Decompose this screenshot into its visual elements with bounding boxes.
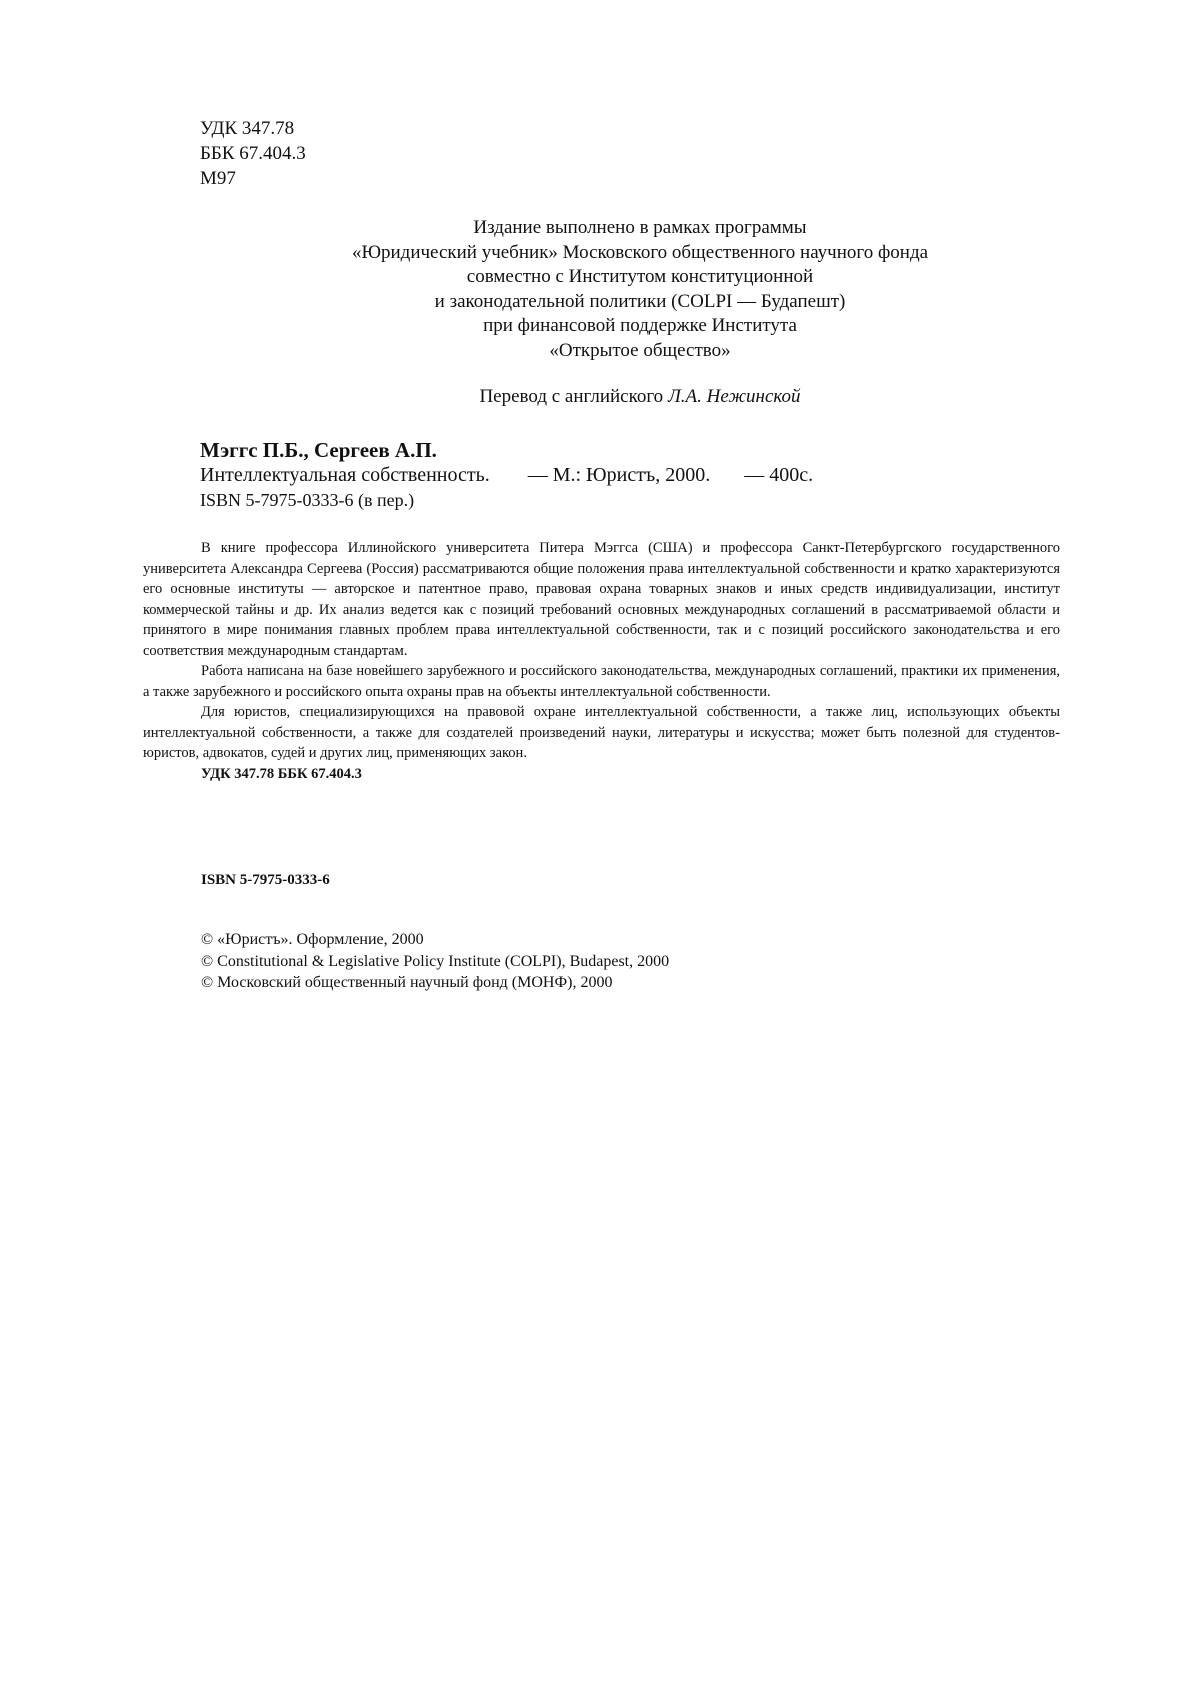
abstract-paragraph: Для юристов, специализирующихся на правовой охране интеллектуальной собственности, а также лиц, использующих объекты интеллектуальной собственности, а также для создателей произведений науки, литературы и искусства; может быть полезной для студентов-юристов, адвокатов, судей и других лиц, применяющих закон. [143,704,1060,761]
bibliographic-record [200,438,813,513]
abstract-classification: УДК 347.78 ББК 67.404.3 [201,765,362,782]
copyright-notices [201,929,669,994]
program-note-line: «Открытое общество» [549,339,731,361]
program-note-line: совместно с Институтом конституционной [466,266,814,287]
program-note-line: при финансовой поддержке Института [483,315,797,336]
copyright-line: © Московский общественный научный фонд (МОНФ), 2000 [201,974,613,991]
author-mark: М97 [200,168,236,189]
abstract [143,538,1060,784]
program-note [200,216,1080,363]
authors: Мэггс П.Б., Сергеев А.П. [200,438,437,462]
isbn-binding-line: ISBN 5-7975-0333-6 (в пер.) [200,490,415,510]
isbn: ISBN 5-7975-0333-6 [201,872,330,888]
program-note-line: Издание выполнено в рамках программы [473,217,807,238]
classification-codes [200,116,306,191]
udk-code: УДК 347.78 [200,118,295,139]
translator-name: Л.А. Нежинской [667,386,801,407]
book-title: Интеллектуальная собственность. [200,464,490,486]
translation-prefix: Перевод с английского [479,386,668,407]
translation-note [200,385,1080,409]
publisher-info: — М.: Юристъ, 2000. [527,464,711,486]
work-line [200,463,813,488]
copyright-line: © Constitutional & Legislative Policy Institute (COLPI), Budapest, 2000 [201,952,670,970]
program-note-line: «Юридический учебник» Московского общественного научного фонда [351,241,929,263]
abstract-paragraph: Работа написана на базе новейшего зарубежного и российского законодательства, международных соглашений, практики их применения, а также зарубежного и российского опыта охраны прав на объекты интеллектуальной собственности. [143,663,1060,700]
abstract-paragraph: В книге профессора Иллинойского университета Питера Мэггса (США) и профессора Санкт-Петербургского государственного университета Александра Сергеева (Россия) рассматриваются общие положения права интеллектуальной собственности и кратко характеризуются его основные институты — авторское и патентное право, правовая охрана товарных знаков и иных средств индивидуализации, институт коммерческой тайны и др. Их анализ ведется как с позиций требований основных международных соглашений в рассматриваемой области и принятого в мире понимания главных проблем права интеллектуальной собственности, так и с позиций российского законодательства и его соответствия международным стандартам. [143,540,1060,659]
page-count: — 400с. [744,464,814,486]
copyright-line: © «Юристъ». Оформление, 2000 [201,931,424,948]
program-note-line: и законодательной политики (COLPI — Будапешт) [434,290,846,312]
bbk-code: ББК 67.404.3 [200,143,306,164]
